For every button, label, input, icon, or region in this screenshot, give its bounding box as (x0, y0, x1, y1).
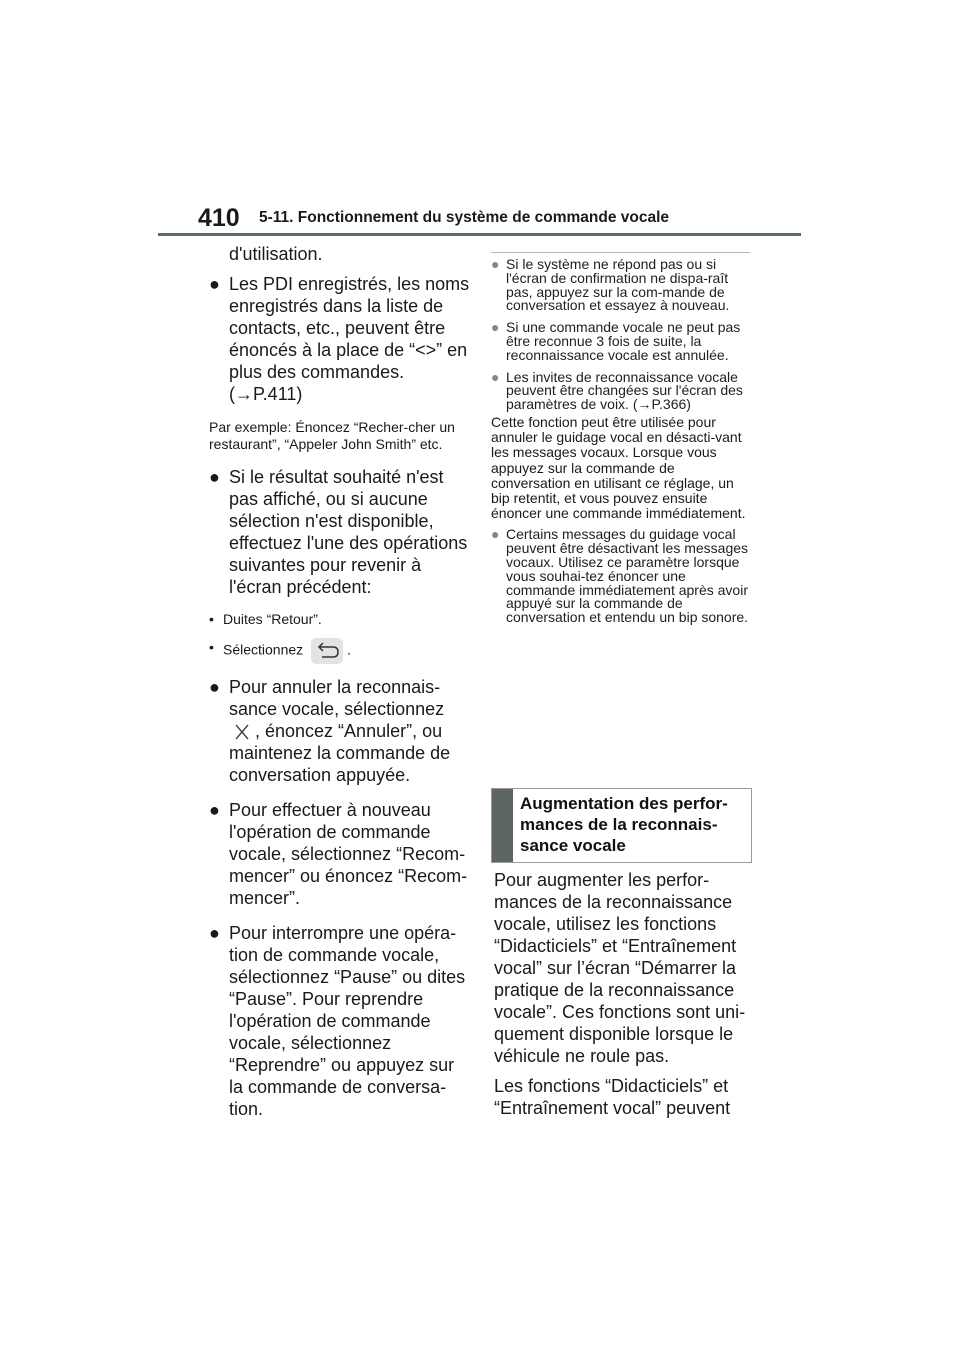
functions-paragraph: Les fonctions “Didacticiels” et “Entraînement vocal” peuvent (494, 1076, 731, 1118)
right-body (494, 869, 750, 1119)
bullet-pdi-text: Les PDI enregistrés, les noms enregistrés dans la liste de contacts, etc., peuvent être énoncés à la place de “<>” en plus des commandes. (→P.411) (229, 274, 470, 404)
close-x-icon (229, 723, 255, 741)
note-guidance-text: Certains messages du guidage vocal peuvent être désactivant les messages vocaux. Utilisez ce paramètre lorsque vous souhai-tez énoncer une commande immédiatement après avoir appuyé sur la commande de conversation et entendu un bip sonore. (506, 526, 749, 626)
bullet-pause (209, 922, 471, 1120)
sub-item-select (209, 638, 471, 664)
grey-bullet-icon: ● (491, 526, 500, 543)
header-rule (158, 233, 801, 236)
bullet-icon: ● (209, 467, 220, 487)
bullet-pause-text: Pour interrompre une opéra-tion de commande vocale, sélectionnez “Pause” ou dites “Pause”. Pour reprendre l'opération de commande vocale, sélectionnez “Reprendre” ou appuyez sur la commande de conversa-tion. (229, 923, 466, 1119)
bullet-result-text: Si le résultat souhaité n'est pas affiché, ou si aucune sélection n'est disponible, effectuez l'une des opérations suivantes pour revenir à l'écran précédent: (229, 467, 468, 597)
right-top-rule (491, 252, 750, 253)
bullet-icon: ● (209, 800, 220, 820)
note-no-response (491, 258, 753, 313)
sub-item-select-end: . (347, 641, 351, 658)
bullet-pdi (209, 273, 471, 405)
sub-bullet-icon: • (209, 611, 214, 627)
grey-bullet-icon: ● (491, 368, 500, 385)
sub-bullet-icon: • (209, 639, 214, 655)
note-prompts-detail: Cette fonction peut être utilisée pour annuler le guidage vocal en désacti-vant les messages vocaux. Lorsque vous appuyez sur la commande de conversation en utilisant ce réglage, un bip retentit, et vous pouvez ensuite énoncer une commande immédiatement. (491, 413, 746, 522)
sub-item-retour-text: Duites “Retour”. (223, 611, 322, 627)
bullet-cancel-text-2: , énoncez “Annuler”, ou maintenez la commande de conversation appuyée. (229, 721, 451, 785)
note-three-times (491, 321, 753, 362)
sub-item-select-text: Sélectionnez (223, 641, 304, 658)
bullet-icon: ● (209, 923, 220, 943)
bullet-restart-text: Pour effectuer à nouveau l'opération de commande vocale, sélectionnez “Recom-mencer” ou énoncez “Recom-mencer”. (229, 800, 468, 908)
improve-paragraph: Pour augmenter les perfor-mances de la reconnaissance vocale, utilisez les fonctions “Didacticiels” et “Entraînement vocal” sur l’écran “Démarrer la pratique de la reconnaissance vocale”. Ces fonctions sont uni-quement disponible lorsque le véhicule ne roule pas. (494, 870, 746, 1066)
note-guidance (491, 528, 753, 625)
example-text: Par exemple: Énoncez “Recher-cher un restaurant”, “Appeler John Smith” etc. (209, 419, 455, 452)
section-heading-title: Augmentation des perfor-mances de la reconnais-sance vocale (520, 794, 728, 855)
bullet-restart (209, 799, 471, 909)
section-heading-box (491, 788, 752, 863)
right-column (491, 258, 753, 625)
bullet-result (209, 466, 471, 598)
page-number: 410 (198, 204, 240, 232)
back-arrow-icon (311, 638, 343, 664)
grey-bullet-icon: ● (491, 256, 500, 272)
continued-text: d'utilisation. (229, 244, 323, 264)
left-column (209, 243, 471, 1120)
sub-item-retour (209, 610, 471, 628)
note-prompts (491, 368, 753, 413)
bullet-cancel-text: Pour annuler la reconnais-sance vocale, sélectionnez (229, 677, 445, 719)
note-three-times-text: Si une commande vocale ne peut pas être reconnue 3 fois de suite, la reconnaissance vocale est annulée. (506, 319, 741, 363)
note-no-response-text: Si le système ne répond pas ou si l'écran de confirmation ne dispa-raît pas, appuyez sur la com-mande de conversation et essayez à nouveau. (506, 256, 730, 314)
bullet-icon: ● (209, 274, 220, 294)
bullet-icon: ● (209, 677, 220, 697)
note-prompts-text: Les invites de reconnaissance vocale peuvent être changées sur l'écran des paramètres de voix. (→P.366) (506, 368, 743, 413)
section-header-title: 5-11. Fonctionnement du système de commande vocale (259, 209, 670, 226)
grey-bullet-icon: ● (491, 319, 500, 336)
bullet-cancel (209, 676, 471, 786)
section-heading-bar (492, 789, 513, 862)
